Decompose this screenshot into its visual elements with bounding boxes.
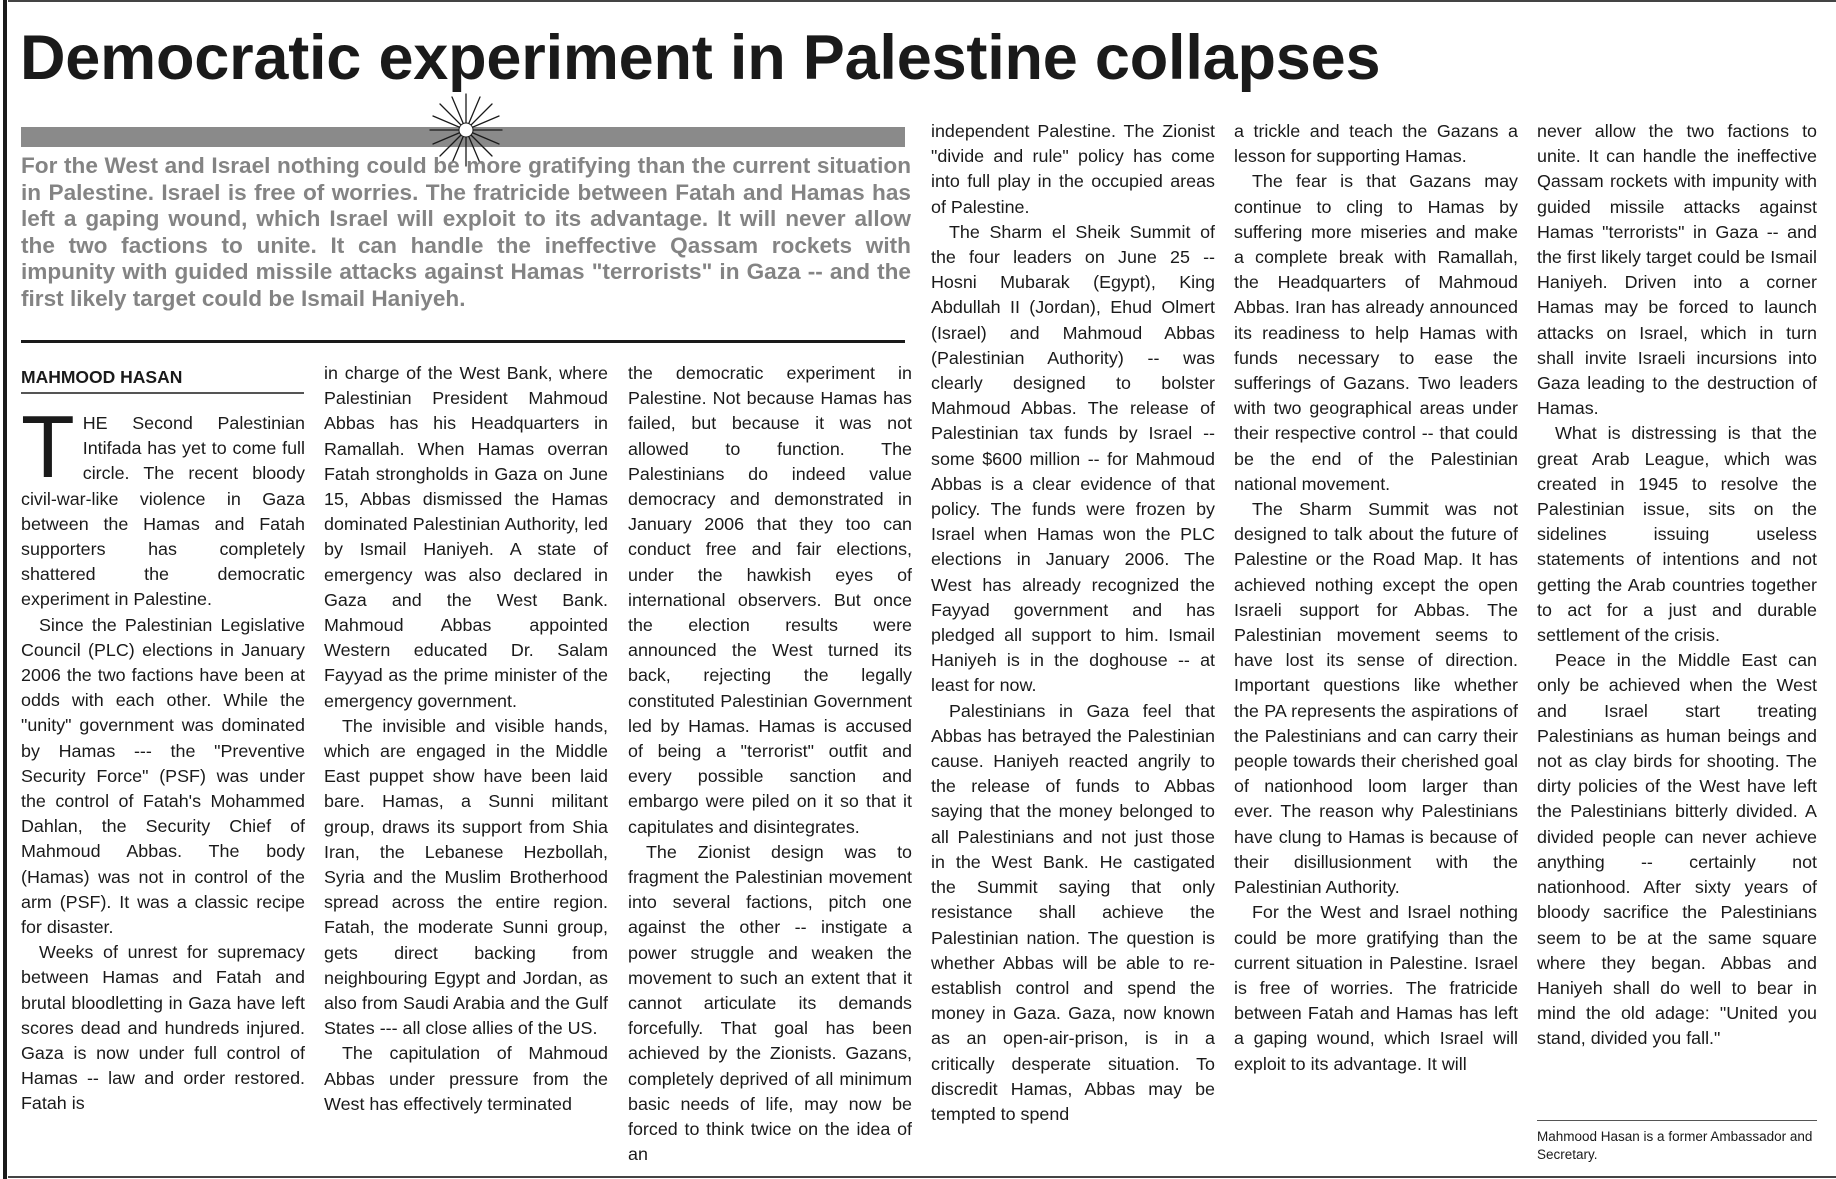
drop-cap: T [21, 397, 75, 496]
headline: Democratic experiment in Palestine collapses [20, 23, 1381, 93]
bottom-border-rule [8, 1176, 1836, 1178]
body-paragraph: Palestinians in Gaza feel that Abbas has betrayed the Palestinian cause. Haniyeh reacted angrily to the release of funds to Abbas saying that the money belonged to all Palestinians and not just those in the West Bank. He castigated the Summit saying that only resistance shall achieve the Palestinian nation. The question is whether Abbas will be able to re-establish control and spend the money in Gaza. Gaza, now known as an open-air-prison, is in a critically desperate situation. To discredit Hamas, Abbas may be tempted to spend [931, 700, 1215, 1124]
column-2 [324, 361, 608, 1117]
column-4 [931, 119, 1215, 1127]
body-paragraph: THE Second Palestinian Intifada has yet to come full circle. The recent bloody civil-war-like violence in Gaza between the Hamas and Fatah supporters has completely shattered the democratic experiment in Palestine. [21, 397, 305, 610]
body-paragraph: in charge of the West Bank, where Palestinian President Mahmoud Abbas has his Headquarters in Ramallah. When Hamas overran Fatah strongholds in Gaza on June 15, Abbas dismissed the Hamas dominated Palestinian Authority, led by Ismail Haniyeh. A state of emergency was also declared in Gaza and the West Bank. Mahmoud Abbas appointed Western educated Dr. Salam Fayyad as the prime minister of the emergency government. [324, 363, 608, 711]
body-paragraph: Peace in the Middle East can only be achieved when the West and Israel start treating Palestinians as human beings and not as clay birds for shooting. The dirty policies of the West have left the Palestinians bitterly divided. A divided people can never achieve anything -- certainly not nationhood. After sixty years of bloody sacrifice the Palestinians seem to be at the same square where they began. Abbas and Haniyeh shall do well to bear in mind the old adage: "United you stand, divided you fall." [1537, 650, 1817, 1049]
body-paragraph: For the West and Israel nothing could be more gratifying than the current situation in Palestine. Israel is free of worries. The fratricide between Fatah and Hamas has left a gaping wound, which Israel will exploit to its advantage. It will [1234, 902, 1518, 1074]
body-paragraph: Since the Palestinian Legislative Council (PLC) elections in January 2006 the two factions have been at odds with each other. While the "unity" government was dominated by Hamas --- the "Preventive Security Force" (PSF) was under the control of Fatah's Mohammed Dahlan, the Security Chief of Mahmoud Abbas. The body (Hamas) was not in control of the arm (PSF). It was a classic recipe for disaster. [21, 614, 305, 938]
body-paragraph: the democratic experiment in Palestine. Not because Hamas has failed, but because it was not allowed to function. The Palestinians do indeed value democracy and demonstrated in January 2006 that they too can conduct free and fair elections, under the hawkish eyes of international observers. But once the election results were announced the West turned its back, rejecting the legally constituted Palestinian Government led by Hamas. Hamas is accused of being a "terrorist" outfit and every possible sanction and embargo were piled on it so that it capitulates and disintegrates. [628, 363, 912, 837]
deck-summary: For the West and Israel nothing could be more gratifying than the current situation in Palestine. Israel is free of worries. The fratricide between Fatah and Hamas has left a gaping wound, which Israel will exploit to its advantage. It will never allow the two factions to unite. It can handle the ineffective Qassam rockets with impunity with guided missile attacks against Hamas "terrorists" in Gaza -- and the first likely target could be Ismail Haniyeh. [21, 153, 911, 311]
body-paragraph: a trickle and teach the Gazans a lesson for supporting Hamas. [1234, 121, 1518, 167]
deck-rule [21, 340, 905, 343]
column-5 [1234, 119, 1518, 1077]
body-paragraph: Weeks of unrest for supremacy between Hamas and Fatah and brutal bloodletting in Gaza have left scores dead and hundreds injured. Gaza is now under full control of Hamas -- law and order restored. Fatah is [21, 942, 305, 1114]
body-paragraph: The Zionist design was to fragment the Palestinian movement into several factions, pitch one against the other -- instigate a power struggle and weaken the movement to such an extent that it cannot articulate its demands forcefully. That goal has been achieved by the Zionists. Gazans, completely deprived of all minimum basic needs of life, may now be forced to think twice on the idea of an [628, 841, 912, 1165]
column-1 [21, 397, 305, 1117]
body-paragraph: never allow the two factions to unite. It can handle the ineffective Qassam rockets with impunity with guided missile attacks against Hamas "terrorists" in Gaza -- and the first likely target could be Ismail Haniyeh. Driven into a corner Hamas may be forced to launch attacks on Israel, which in turn shall invite Israeli incursions into Gaza leading to the destruction of Hamas. [1537, 121, 1817, 419]
column-6 [1537, 119, 1817, 1052]
body-paragraph: The Sharm el Sheik Summit of the four leaders on June 25 -- Hosni Mubarak (Egypt), King Abdullah II (Jordan), Ehud Olmert (Israel) and Mahmoud Abbas (Palestinian Authority) -- was clearly designed to bolster Mahmoud Abbas. The release of Palestinian tax funds by Israel -- some $600 million -- for Mahmoud Abbas is a clear evidence of that policy. The funds were frozen by Israel when Hamas won the PLC elections in January 2006. The West has already recognized the Fayyad government and has pledged all support to him. Ismail Haniyeh is in the doghouse -- at least for now. [931, 221, 1215, 696]
byline: MAHMOOD HASAN [21, 367, 183, 387]
body-paragraph: The invisible and visible hands, which are engaged in the Middle East puppet show have been laid bare. Hamas, a Sunni militant group, draws its support from Shia Iran, the Lebanese Hezbollah, Syria and the Muslim Brotherhood spread across the entire region. Fatah, the moderate Sunni group, gets direct backing from neighbouring Egypt and Jordan, as also from Saudi Arabia and the Gulf States --- all close allies of the US. [324, 715, 608, 1039]
body-paragraph: The capitulation of Mahmoud Abbas under pressure from the West has effectively terminated [324, 1043, 608, 1114]
column-3 [628, 361, 912, 1168]
body-paragraph: independent Palestine. The Zionist "divide and rule" policy has come into full play in the occupied areas of Palestine. [931, 121, 1215, 217]
footnote-rule [1537, 1120, 1817, 1121]
author-footnote: Mahmood Hasan is a former Ambassador and Secretary. [1537, 1129, 1813, 1162]
byline-rule [21, 392, 304, 394]
body-paragraph: The Sharm Summit was not designed to talk about the future of Palestine or the Road Map. It has achieved nothing except the open Israeli support for Abbas. The Palestinian movement seems to have lost its sense of direction. Important questions like whether the PA represents the aspirations of the Palestinians and can carry their people towards their cherished goal of nationhood loom larger than ever. The reason why Palestinians have clung to Hamas is because of their disillusionment with the Palestinian Authority. [1234, 499, 1518, 898]
body-paragraph: What is distressing is that the great Arab League, which was created in 1945 to resolve the Palestinian issue, sits on the sidelines issuing useless statements of intentions and not getting the Arab countries together to act for a just and durable settlement of the crisis. [1537, 423, 1817, 646]
top-border-rule [8, 0, 1836, 2]
left-border-rule [3, 0, 7, 1179]
body-paragraph: The fear is that Gazans may continue to cling to Hamas by suffering more miseries and make a complete break with Ramallah, the Headquarters of Mahmoud Abbas. Iran has already announced its readiness to help Hamas with funds necessary to ease the sufferings of Gazans. Two leaders with two geographical areas under their respective control -- that could be the end of the Palestinian national movement. [1234, 171, 1518, 494]
